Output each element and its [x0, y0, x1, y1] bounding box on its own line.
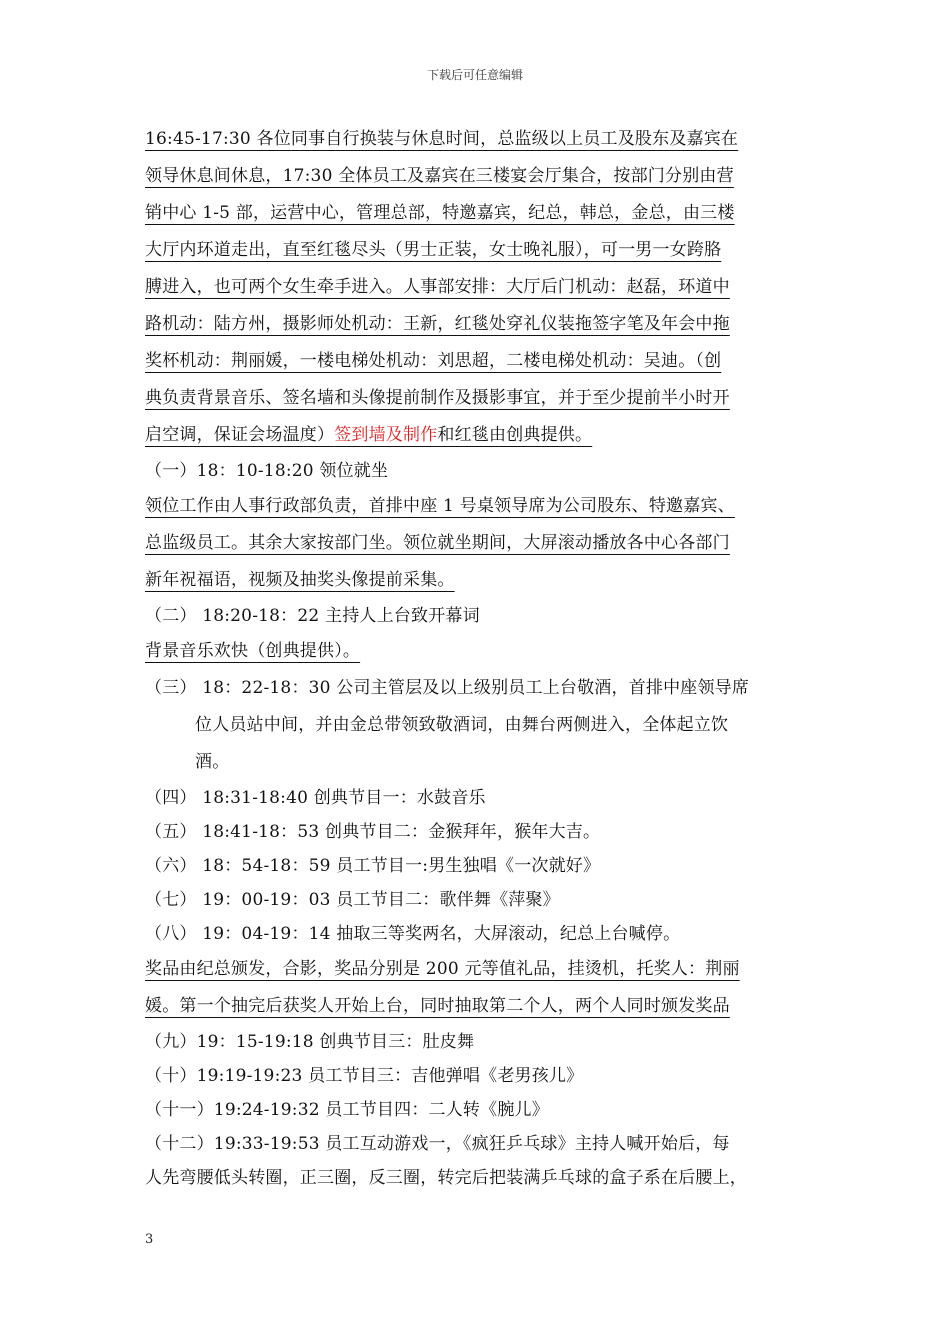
text-line: 大厅内环道走出，直至红毯尽头（男士正装，女士晚礼服），可一男一女跨胳: [145, 240, 722, 260]
text-line: 销中心 1-5 部，运营中心，管理总部，特邀嘉宾，纪总，韩总，金总，由三楼: [145, 203, 735, 223]
text-line: 背景音乐欢快（创典提供）。: [145, 641, 361, 661]
item-title: （四） 18:31-18:40 创典节目一：水鼓音乐: [145, 788, 486, 808]
item-title: （二） 18:20-18：22 主持人上台致开幕词: [145, 606, 480, 626]
item-title: （一）18：10-18:20 领位就坐: [145, 461, 389, 481]
item-title: （八） 19：04-19：14 抽取三等奖两名，大屏滚动，纪总上台喊停。: [145, 924, 681, 944]
item-detail: [145, 488, 810, 599]
text-line: 领位工作由人事行政部负责，首排中座 1 号桌领导席为公司股东、特邀嘉宾、: [145, 496, 735, 516]
text-line: 位人员站中间，并由金总带领致敬酒词，由舞台两侧进入，全体起立饮: [195, 715, 729, 735]
item-title: （十二）19:33-19:53 员工互动游戏一，《疯狂乒乓球》主持人喊开始后，每: [145, 1134, 730, 1154]
text-segment: 启空调，保证会场温度）: [145, 425, 335, 445]
item-title: （六） 18：54-18：59 员工节目一:男生独唱《一次就好》: [145, 856, 601, 876]
item-title: （十）19:19-19:23 员工节目三：吉他弹唱《老男孩儿》: [145, 1066, 584, 1086]
text-segment: 和红毯由创典提供。: [437, 425, 593, 445]
item-title: （十一）19:24-19:32 员工节目四：二人转《腕儿》: [145, 1100, 549, 1120]
text-line: 人先弯腰低头转圈，正三圈，反三圈，转完后把装满乒乓球的盒子系在后腰上，: [145, 1168, 747, 1188]
text-line: 领导休息间休息，17:30 全体员工及嘉宾在三楼宴会厅集合，按部门分别由营: [145, 166, 734, 186]
text-line: 奖杯机动：荆丽媛，一楼电梯处机动：刘思超，二楼电梯处机动：吴迪。（创: [145, 351, 722, 371]
text-line: 16:45-17:30 各位同事自行换装与休息时间，总监级以上员工及股东及嘉宾在: [145, 129, 739, 149]
text-line: 总监级员工。其余大家按部门坐。领位就坐期间，大屏滚动播放各中心各部门: [145, 533, 730, 553]
item-detail: [145, 951, 810, 1025]
paragraph-arrival: [145, 121, 810, 454]
item-title: （九）19：15-19:18 创典节目三：肚皮舞: [145, 1032, 475, 1052]
document-body: [145, 121, 810, 1195]
text-line: 路机动：陆方州，摄影师处机动：王新，红毯处穿礼仪装拖签字笔及年会中拖: [145, 314, 730, 334]
item-title: （五） 18:41-18：53 创典节目二：金猴拜年，猴年大吉。: [145, 822, 601, 842]
page-header: 下载后可任意编辑: [426, 68, 523, 82]
text-line: 新年祝福语，视频及抽奖头像提前采集。: [145, 570, 455, 590]
text-line: （三） 18：22-18：30 公司主管层及以上级别员工上台敬酒，首排中座领导席: [145, 678, 750, 698]
text-line: 奖品由纪总颁发，合影，奖品分别是 200 元等值礼品，挂烫机，托奖人：荆丽: [145, 959, 740, 979]
text-line: 膊进入，也可两个女生牵手进入。人事部安排：大厅后门机动：赵磊，环道中: [145, 277, 730, 297]
text-line: [145, 417, 810, 454]
text-line: 典负责背景音乐、签名墙和头像提前制作及摄影事宜，并于至少提前半小时开: [145, 388, 730, 408]
item-title: [145, 670, 810, 781]
page-number: 3: [145, 1232, 154, 1247]
text-line: 媛。第一个抽完后获奖人开始上台，同时抽取第二个人，两个人同时颁发奖品: [145, 996, 730, 1016]
text-line: 酒。: [195, 752, 230, 772]
item-title: （七） 19：00-19：03 员工节目二：歌伴舞《萍聚》: [145, 890, 560, 910]
highlighted-text: 签到墙及制作: [334, 425, 438, 445]
